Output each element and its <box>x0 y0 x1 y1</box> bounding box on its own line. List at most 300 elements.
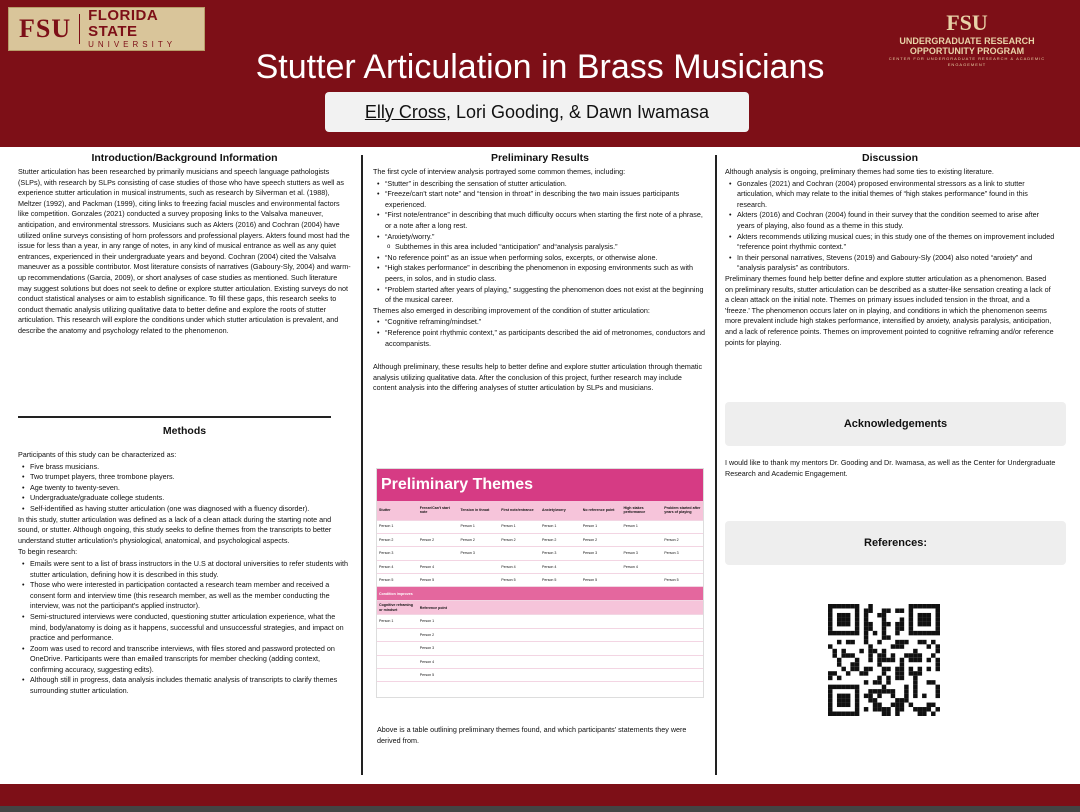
qr-module <box>909 622 913 626</box>
qr-module <box>918 658 922 662</box>
table-cell <box>377 628 418 641</box>
methods-intro: Participants of this study can be characterized as: <box>18 450 177 459</box>
methods-definition: In this study, stutter articulation was defined as a lack of a clean attack during the starting note and sound, or stutter. Although ongoing, this study seeks to define themes from the transcripts to better understand stutter articulation's physiological, anatomical, and psychological aspects. <box>18 514 332 545</box>
qr-module <box>900 671 904 675</box>
qr-module <box>850 653 854 657</box>
table-header-cell: Stutter <box>377 501 418 520</box>
qr-module <box>886 689 890 693</box>
qr-module <box>900 608 904 612</box>
qr-module <box>850 667 854 671</box>
qr-module <box>927 680 931 684</box>
qr-module <box>909 604 913 608</box>
qr-module <box>873 707 877 711</box>
table-cell <box>581 655 622 668</box>
qr-module <box>877 613 881 617</box>
table-cell <box>459 574 500 587</box>
improvement-list <box>373 317 707 349</box>
section-divider <box>18 416 331 418</box>
qr-module <box>864 694 868 698</box>
qr-module <box>873 698 877 702</box>
qr-module <box>841 622 845 626</box>
qr-module <box>918 671 922 675</box>
acknowledgements-heading: Acknowledgements <box>725 402 1066 446</box>
qr-module <box>909 703 913 707</box>
urop-line-1: UNDERGRADUATE RESEARCH <box>899 36 1035 46</box>
qr-module <box>864 608 868 612</box>
table-subheader-row <box>377 601 703 615</box>
qr-module <box>904 694 908 698</box>
qr-module <box>882 631 886 635</box>
list-item: • “Problem started after years of playing,” suggesting the phenomenon does not exist at the beginning of the musical career. <box>373 285 707 306</box>
qr-module <box>900 676 904 680</box>
qr-module <box>882 635 886 639</box>
qr-module <box>850 685 854 689</box>
qr-module <box>873 689 877 693</box>
discussion-closing: Preliminary themes found help better define and explore stutter articulation as a phenomenon. Based on preliminary results, stutter articulation can be described as a stutter-like sensation creating a lack of a clean attack on the initial note. Themes on primary issues included tension in the throat, and a 'freeze.' The phenomenon occurs later on in playing, and conditions in which the phenomenon seems more prevalent include high stakes performance, intensified by anxiety, analysis paralysis, anticipation, and a lack of reference points. Themes on improvement pointed to cognitive reframing and/or reference points for playing. <box>725 273 1054 347</box>
qr-module <box>832 671 836 675</box>
qr-module <box>877 640 881 644</box>
table-cell <box>540 615 581 628</box>
qr-module <box>931 653 935 657</box>
qr-module <box>886 635 890 639</box>
qr-module <box>913 649 917 653</box>
qr-module <box>837 640 841 644</box>
table-cell <box>622 642 663 655</box>
qr-module <box>918 707 922 711</box>
qr-module <box>859 671 863 675</box>
qr-module <box>918 653 922 657</box>
logo-name: FLORIDA STATE <box>88 7 158 40</box>
qr-module <box>864 671 868 675</box>
results-heading: Preliminary Results <box>490 152 590 164</box>
qr-module <box>927 658 931 662</box>
list-item: • Semi-structured interviews were conducted, questioning stutter articulation experience, what the mind, body/anatomy is doing as it happens, successful and unsuccessful strategies, and impact on practice and performance. <box>18 612 351 644</box>
table-header-cell: Problem started after years of playing <box>662 501 703 520</box>
qr-module <box>918 613 922 617</box>
qr-code[interactable] <box>828 604 940 716</box>
qr-module <box>846 631 850 635</box>
table-row <box>377 642 703 655</box>
table-cell: Person 1 <box>377 615 418 628</box>
table-cell: Person 2 <box>540 533 581 546</box>
qr-module <box>900 658 904 662</box>
qr-module <box>828 644 832 648</box>
qr-module <box>927 631 931 635</box>
qr-module <box>868 604 872 608</box>
qr-module <box>931 631 935 635</box>
qr-module <box>895 644 899 648</box>
qr-module <box>877 680 881 684</box>
table-cell: Person 3 <box>622 547 663 560</box>
list-item: • “Freeze/can't start note” and “tension in throat” in describing the two main issues participants experienced. <box>373 189 707 210</box>
qr-module <box>855 712 859 716</box>
qr-module <box>855 608 859 612</box>
qr-module <box>913 707 917 711</box>
table-cell <box>459 615 500 628</box>
qr-module <box>913 689 917 693</box>
qr-module <box>846 640 850 644</box>
qr-module <box>828 626 832 630</box>
table-cell <box>459 655 500 668</box>
qr-module <box>864 667 868 671</box>
qr-module <box>841 703 845 707</box>
qr-module <box>886 712 890 716</box>
qr-module <box>828 613 832 617</box>
urop-line-2: OPPORTUNITY PROGRAM <box>909 46 1025 56</box>
qr-module <box>886 658 890 662</box>
qr-module <box>891 694 895 698</box>
logo-sub: UNIVERSITY <box>88 40 177 49</box>
table-header-cell: Anxiety/worry <box>540 501 581 520</box>
table-header-cell: First note/entrance <box>499 501 540 520</box>
qr-module <box>927 622 931 626</box>
table-cell: Person 3 <box>418 642 459 655</box>
qr-module <box>927 644 931 648</box>
table-row <box>377 547 703 560</box>
table-header-cell: High stakes performance <box>622 501 663 520</box>
qr-module <box>936 707 940 711</box>
qr-module <box>864 707 868 711</box>
table-cell: Person 1 <box>459 520 500 533</box>
qr-module <box>936 667 940 671</box>
methods-heading: Methods <box>162 425 207 437</box>
discussion-intro: Although analysis is ongoing, preliminary themes had some ties to existing literature. <box>725 167 994 176</box>
qr-module <box>900 662 904 666</box>
acknowledgements-body: I would like to thank my mentors Dr. Gooding and Dr. Iwamasa, as well as the Center for Undergraduate Research and Academic Engagement. <box>725 458 1056 478</box>
column-divider <box>361 155 363 775</box>
qr-module <box>828 698 832 702</box>
table-cell <box>418 547 459 560</box>
table-cell <box>499 655 540 668</box>
methods-section <box>18 425 351 697</box>
qr-module <box>922 707 926 711</box>
table-cell <box>662 655 703 668</box>
qr-module <box>828 712 832 716</box>
table-cell: Person 2 <box>418 533 459 546</box>
list-item: • Age twenty to twenty-seven. <box>18 483 351 494</box>
qr-module <box>922 617 926 621</box>
qr-module <box>927 613 931 617</box>
table-cell <box>459 628 500 641</box>
qr-module <box>855 613 859 617</box>
qr-module <box>837 703 841 707</box>
table-cell <box>377 655 418 668</box>
qr-module <box>882 689 886 693</box>
qr-module <box>841 631 845 635</box>
qr-module <box>855 662 859 666</box>
qr-module <box>895 640 899 644</box>
qr-module <box>868 698 872 702</box>
table-row <box>377 560 703 573</box>
qr-module <box>837 658 841 662</box>
qr-module <box>837 685 841 689</box>
table-row <box>377 615 703 628</box>
table-cell: Person 5 <box>581 574 622 587</box>
qr-module <box>828 689 832 693</box>
table-cell <box>622 655 663 668</box>
qr-module <box>841 698 845 702</box>
qr-module <box>864 640 868 644</box>
fsu-logo-mark: FSU <box>19 14 72 43</box>
table-cell <box>377 669 418 682</box>
qr-module <box>837 676 841 680</box>
qr-module <box>859 649 863 653</box>
qr-module <box>909 608 913 612</box>
urop-mark: FSU <box>946 10 988 35</box>
qr-module <box>895 667 899 671</box>
table-cell <box>581 560 622 573</box>
qr-module <box>913 671 917 675</box>
qr-module <box>846 698 850 702</box>
qr-module <box>828 707 832 711</box>
qr-module <box>927 667 931 671</box>
qr-module <box>868 653 872 657</box>
list-item: • In their personal narratives, Stevens (2019) and Gaboury-Sly (2004) also noted “anxiety” and “analysis paralysis” as contributors. <box>725 253 1055 274</box>
qr-module <box>936 613 940 617</box>
qr-module <box>837 604 841 608</box>
qr-module <box>936 689 940 693</box>
table-header-cell: No reference point <box>581 501 622 520</box>
table-cell <box>540 655 581 668</box>
table-cell: Person 4 <box>540 560 581 573</box>
qr-module <box>909 653 913 657</box>
qr-module <box>918 667 922 671</box>
qr-module <box>909 667 913 671</box>
qr-module <box>936 617 940 621</box>
participant-list <box>18 462 351 515</box>
table-cell: Person 1 <box>540 520 581 533</box>
table-cell <box>540 628 581 641</box>
intro-body: Stutter articulation has been researched by primarily musicians and speech language pathologists (SLPs), with research by SLPs consisting of case studies of those who have speech stutters as well as experience stutter articulation in musical instruments, such as research by Silverman et al. (1988), Meltzer (1992), and Packman (1999), citing links to freezing facial muscles and environmental factors like competition. Gonzales (2021) conducted a survey proposing links to the Valsalva maneuver, anticipation, and environmental stressors. Musicians such as Akters (2016) and Cochran (2004) have utilized online surveys consisting of horn professors and professional players. Akters found most had the issue for less than a year, in any range of notes, in any kind of musical entrance as well as any quiet entrances, experienced in their undergraduate years and beyond. Cochran (2004) cited the Valsalva maneuver as a possible contributor. Most literature consists of narratives (Gaboury-Sly, 2004) and warm-up recommendations (Garcia, 2009), or short analyses of case studies as mentioned. Such literature may suggest solutions but does not seek to define or explore stutter articulation. Existing surveys do not conduct statistical analyses or aim to establish significance. To fill these gaps, this research seeks to conduct thematic analysis utilizing qualitative data to better define and explore the roots of stutter articulation. This research will explore the conditions under which stutter articulation is prevalent, and describe the anatomy and psychology related to the phenomenon. <box>18 167 351 335</box>
table-cell: Person 5 <box>662 574 703 587</box>
qr-module <box>891 689 895 693</box>
list-item: • Gonzales (2021) and Cochran (2004) proposed environmental stressors as a link to stutter articulation, which may relate to the initial themes of “high stakes performance” found in this research. <box>725 179 1055 211</box>
qr-module <box>846 694 850 698</box>
table-cell <box>459 669 500 682</box>
qr-module <box>828 622 832 626</box>
list-item: • “Anxiety/worry.” <box>373 232 707 243</box>
qr-module <box>864 635 868 639</box>
qr-module <box>895 608 899 612</box>
table-cell: Person 1 <box>377 520 418 533</box>
qr-module <box>882 613 886 617</box>
qr-module <box>918 712 922 716</box>
qr-module <box>877 689 881 693</box>
column-divider <box>715 155 717 775</box>
list-item: • Akters (2016) and Cochran (2004) found in their survey that the condition seemed to arise after years of playing, also found as a theme in this study. <box>725 210 1055 231</box>
qr-module <box>936 608 940 612</box>
qr-module <box>891 658 895 662</box>
table-header-cell: Freeze/Can't start note <box>418 501 459 520</box>
qr-module <box>886 676 890 680</box>
references-heading: References: <box>725 521 1066 565</box>
qr-module <box>873 649 877 653</box>
qr-module <box>936 662 940 666</box>
qr-module <box>877 676 881 680</box>
qr-module <box>846 712 850 716</box>
qr-module <box>900 622 904 626</box>
table-cell <box>459 560 500 573</box>
qr-module <box>868 644 872 648</box>
table-cell: Person 5 <box>499 574 540 587</box>
qr-module <box>828 617 832 621</box>
qr-module <box>918 631 922 635</box>
table-header-cell: Reference point <box>418 601 459 615</box>
table-cell: Person 4 <box>622 560 663 573</box>
table-cell: Person 3 <box>662 547 703 560</box>
list-item: • Zoom was used to record and transcribe interviews, with files stored and password protected on OneDrive. Participants were than emailed transcripts for member checking (adding context, confirming accuracy, suggesting edits). <box>18 644 351 676</box>
qr-module <box>864 626 868 630</box>
qr-module <box>927 703 931 707</box>
list-item: • “Stutter” in describing the sensation of stutter articulation. <box>373 179 707 190</box>
qr-module <box>850 604 854 608</box>
table-cell: Person 1 <box>418 615 459 628</box>
table-cell <box>581 642 622 655</box>
qr-module <box>895 712 899 716</box>
table-header-cell: Cognitive reframing or mindset <box>377 601 418 615</box>
qr-module <box>841 712 845 716</box>
table-cell <box>662 669 703 682</box>
list-item: • Self-identified as having stutter articulation (one was diagnosed with a fluency disorder). <box>18 504 351 515</box>
qr-module <box>846 703 850 707</box>
qr-module <box>846 653 850 657</box>
qr-module <box>918 604 922 608</box>
qr-module <box>922 622 926 626</box>
qr-module <box>864 617 868 621</box>
qr-module <box>837 712 841 716</box>
qr-module <box>873 680 877 684</box>
qr-module <box>832 685 836 689</box>
table-body <box>377 615 703 682</box>
qr-module <box>855 622 859 626</box>
qr-module <box>882 707 886 711</box>
method-steps <box>18 559 351 697</box>
qr-module <box>837 631 841 635</box>
qr-module <box>855 626 859 630</box>
qr-module <box>895 631 899 635</box>
table-cell: Person 2 <box>499 533 540 546</box>
results-intro: The first cycle of interview analysis portrayed some common themes, including: <box>373 167 626 176</box>
qr-module <box>855 707 859 711</box>
table-cell <box>499 615 540 628</box>
list-item: • Although still in progress, data analysis includes thematic analysis of transcripts to clarify themes surrounding stutter articulation. <box>18 675 351 696</box>
qr-module <box>900 707 904 711</box>
qr-module <box>913 685 917 689</box>
table-caption: Above is a table outlining preliminary themes found, and which participants' statements they were derived from. <box>377 725 687 745</box>
qr-module <box>841 653 845 657</box>
qr-module <box>868 689 872 693</box>
poster-header <box>0 0 1080 147</box>
qr-module <box>900 703 904 707</box>
list-item: • “No reference point” as an issue when performing solos, excerpts, or otherwise alone. <box>373 253 707 264</box>
qr-module <box>927 707 931 711</box>
qr-module <box>900 698 904 702</box>
qr-module <box>922 613 926 617</box>
qr-module <box>922 640 926 644</box>
qr-module <box>936 644 940 648</box>
co-authors: , Lori Gooding, & Dawn Iwamasa <box>445 101 710 122</box>
table-cell: Person 1 <box>499 520 540 533</box>
list-item: • Those who were interested in participation contacted a research team member and received a consent form and interview time (this research member, as well as the member conducting the interview, was not the participant's applied instructor). <box>18 580 351 612</box>
qr-module <box>850 662 854 666</box>
table-empty-cell <box>459 601 704 615</box>
qr-module <box>841 685 845 689</box>
qr-module <box>828 703 832 707</box>
qr-module <box>936 604 940 608</box>
qr-module <box>841 617 845 621</box>
qr-module <box>837 613 841 617</box>
list-item: • Two trumpet players, three trombone players. <box>18 472 351 483</box>
table-cell: Person 4 <box>499 560 540 573</box>
qr-module <box>895 671 899 675</box>
table-cell <box>662 628 703 641</box>
table-cell: Person 4 <box>418 655 459 668</box>
qr-module <box>900 640 904 644</box>
list-item: • Emails were sent to a list of brass instructors in the U.S at doctoral universities to refer students with stutter articulation, defining how it is described in this study. <box>18 559 351 580</box>
qr-module <box>855 667 859 671</box>
qr-module <box>877 707 881 711</box>
qr-module <box>895 703 899 707</box>
qr-module <box>868 667 872 671</box>
qr-module <box>882 608 886 612</box>
qr-module <box>913 680 917 684</box>
qr-module <box>846 622 850 626</box>
list-item: • “Cognitive reframing/mindset.” <box>373 317 707 328</box>
lead-author: Elly Cross <box>364 101 446 122</box>
table-cell <box>377 642 418 655</box>
qr-module <box>850 631 854 635</box>
qr-module <box>855 698 859 702</box>
table-cell <box>622 628 663 641</box>
qr-module <box>909 613 913 617</box>
table-cell: Person 4 <box>418 560 459 573</box>
qr-module <box>873 703 877 707</box>
qr-module <box>909 631 913 635</box>
table-row <box>377 655 703 668</box>
qr-module <box>850 640 854 644</box>
qr-module <box>882 649 886 653</box>
discussion-section <box>725 152 1055 349</box>
intro-heading: Introduction/Background Information <box>91 152 278 164</box>
list-item: • Five brass musicians. <box>18 462 351 473</box>
qr-module <box>882 685 886 689</box>
qr-module <box>931 712 935 716</box>
qr-module <box>922 631 926 635</box>
qr-module <box>841 667 845 671</box>
table-group-row <box>377 587 703 601</box>
qr-module <box>868 658 872 662</box>
qr-module <box>936 649 940 653</box>
table-cell <box>499 628 540 641</box>
qr-module <box>882 617 886 621</box>
qr-module <box>886 622 890 626</box>
table-cell <box>540 642 581 655</box>
table-cell <box>581 669 622 682</box>
table-cell: Person 2 <box>459 533 500 546</box>
qr-module <box>918 640 922 644</box>
table-cell <box>622 574 663 587</box>
qr-module <box>891 703 895 707</box>
table-cell <box>418 520 459 533</box>
fsu-logo <box>8 7 205 51</box>
table-row <box>377 628 703 641</box>
table-cell: Person 5 <box>377 574 418 587</box>
table-row <box>377 669 703 682</box>
qr-module <box>900 644 904 648</box>
table-row <box>377 574 703 587</box>
table-body <box>377 520 703 587</box>
qr-module <box>877 662 881 666</box>
